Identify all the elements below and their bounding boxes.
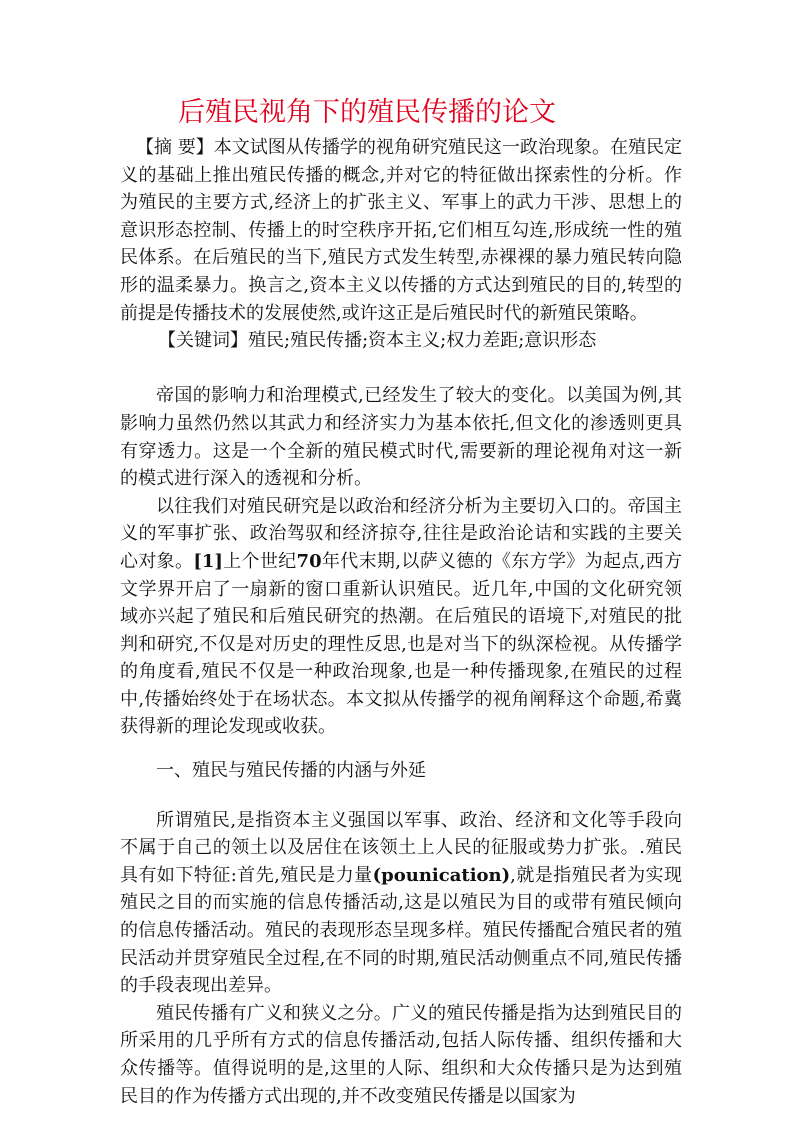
paragraph-3-term: (pounication) <box>372 864 511 886</box>
paragraph-3-text-a: 所谓殖民,是指资本主义强国以军事、政治、经济和文化等手段向不属于自己的领土以及居住在该领土上人民的征服或势力扩张。.殖民具有如下特征:首先,殖民是力量 <box>120 809 682 886</box>
paragraph-3-text-b: ,就是指殖民者为实现殖民之目的而实施的信息传播活动,这是以殖民为目的或带有殖民倾向的信息传播活动。殖民的表现形态呈现多样。殖民传播配合殖民者的殖民活动并贯穿殖民全过程,在不同的时期,殖民活动侧重点不同,殖民传播的手段表现出差异。 <box>120 864 682 997</box>
document-page <box>120 96 682 1110</box>
decade-number: 70 <box>296 550 322 572</box>
abstract-text: 本文试图从传播学的视角研究殖民这一政治现象。在殖民定义的基础上推出殖民传播的概念,并对它的特征做出探索性的分析。作为殖民的主要方式,经济上的扩张主义、军事上的武力干涉、思想上的意识形态控制、传播上的时空秩序开拓,它们相互勾连,形成统一性的殖民体系。在后殖民的当下,殖民方式发生转型,赤裸裸的暴力殖民转向隐形的温柔暴力。换言之,资本主义以传播的方式达到殖民的目的,转型的前提是传播技术的发展使然,或许这正是后殖民时代的新殖民策略。 <box>120 137 682 324</box>
keywords-paragraph <box>120 327 682 355</box>
paragraph-2-text-c: 年代末期,以萨义德的《东方学》为起点,西方文学界开启了一扇新的窗口重新认识殖民。近几年,中国的文化研究领域亦兴起了殖民和后殖民研究的热潮。在后殖民的语境下,对殖民的批判和研究,不仅是对历史的理性反思,也是对当下的纵深检视。从传播学的角度看,殖民不仅是一种政治现象,也是一种传播现象,在殖民的过程中,传播始终处于在场状态。本文拟从传播学的视角阐释这个命题,希冀获得新的理论发现或收获。 <box>120 550 682 738</box>
section-heading-1: 一、殖民与殖民传播的内涵与外延 <box>156 760 426 782</box>
abstract-label: 【摘 要】 <box>136 137 214 158</box>
keywords-label: 【关键词】 <box>158 330 248 352</box>
citation-ref: [1] <box>193 550 223 572</box>
paragraph-2-text-b: 上个世纪 <box>222 550 297 572</box>
paragraph-2-text-a: 以往我们对殖民研究是以政治和经济分析为主要切入口的。帝国主义的军事扩张、政治驾驭和经济掠夺,往往是政治论诘和实践的主要关心对象。 <box>120 495 682 572</box>
abstract-paragraph <box>120 134 682 327</box>
body-paragraph-2 <box>120 493 682 741</box>
body-paragraph-1: 帝国的影响力和治理模式,已经发生了较大的变化。以美国为例,其影响力虽然仍然以其武力和经济实力为基本依托,但文化的渗透则更具有穿透力。这是一个全新的殖民模式时代,需要新的理论视角对这一新的模式进行深入的透视和分析。 <box>120 385 682 490</box>
body-paragraph-4: 殖民传播有广义和狭义之分。广义的殖民传播是指为达到殖民目的所采用的几乎所有方式的信息传播活动,包括人际传播、组织传播和大众传播等。值得说明的是,这里的人际、组织和大众传播只是为达到殖民目的作为传播方式出现的,并不改变殖民传播是以国家为 <box>120 1002 682 1107</box>
document-title: 后殖民视角下的殖民传播的论文 <box>178 97 556 128</box>
body-paragraph-3 <box>120 807 682 1000</box>
keywords-text: 殖民;殖民传播;资本主义;权力差距;意识形态 <box>248 330 597 352</box>
